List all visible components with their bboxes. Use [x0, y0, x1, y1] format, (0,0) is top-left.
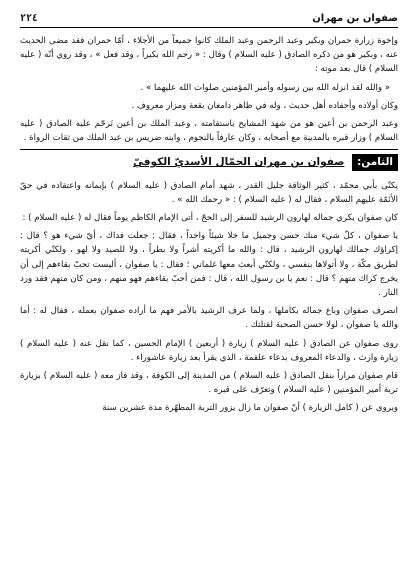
section-label: الثامن:: [352, 154, 398, 170]
paragraph: روى صفوان عن الصادق ( عليه السلام ) زيارة ( أربعين ) الإمام الحسين ، كما نقل عنه ( عليه السلام ) زيارة وارث ، والدعاء المعروف بدعاء علقمة ، الذي يقرأ بعد زيارة عاشوراء .: [20, 338, 398, 363]
paragraph: وكان أولاده وأحفاده أهل حديث ، وله في ظاهر دامغان بقعة ومزار معروف .: [131, 100, 398, 111]
paragraph: ويروى عن ( كامل الزيارة ) أنّ صفوان ما زال يزور التربة المطهّرة مدة عشرين سنة: [102, 403, 398, 414]
paragraph: وإخوة زرارة حمران وبكير وعبد الرحمن وعبد الملك كانوا جميعاً من الأجلاء ، أمّا حمران فقد مضى الحديث عنه ، وبكير هو من ذكره الصادق ( عليه السلام ) وقال : « رحم الله بكيراً ، وقد فعل » ، وقد روي أنّه ( عليه السلام ) قال بعد موته :: [20, 36, 398, 75]
page-number: ٢٢٤: [20, 13, 39, 24]
paragraph: يا صفوان ، كلّ شيء منك حسن وجميل ما خلا شيئاً واحداً ، فقال : جعلت فداك ، أيّ شيء هو ؟ قال : إكراؤك جمالك لهارون الرشيد ، قال : والله ما أكريته أشراً ولا بطراً ، ولا للصيد ولا لهو ، ولكنّي أكريته لطريق مكّة ، ولا أتولاها بنفسي ، ولكنّي أبعث معها غلماني ؛ فقال : يا صفوان ، أليست تحبّ بقاءهم إلى أن يخرج كراك منهم ؟ قال : نعم يا بن رسول الله ، قال : فمن أحبّ بقاءهم فهو منهم ، ومن كان منهم فقد ورد النار .: [20, 231, 398, 299]
section-heading: [20, 154, 398, 170]
section-title: صفوان بن مهران الجمّال الأسديّ الكوفيّ: [133, 156, 345, 169]
paragraph: قام صفوان مراراً بنقل الصادق ( عليه السلام ) من المدينة إلى الكوفة ، وقد فاز معه ( عليه السلام ) بزيارة تربة أمير المؤمنين ( عليه السلام ) وتعرّف على قبره .: [20, 371, 398, 396]
paragraph: يكنّى بأبي محمّد ، كثير الوثاقة جليل القدر ، شهد أمام الصادق ( عليه السلام ) بإيمانه واعتقاده في حقّ الأئمّة عليهم السلام ، فقال له ( عليه السلام ) : « رحمك الله » .: [20, 180, 398, 205]
section-divider: [20, 149, 398, 150]
paragraph: وعبد الرحمن بن أعين هو من شهد المشايخ باستقامته ، وعبد الملك بن أعين تَرحّم عليه الصادق ( عليه السلام ) وزار قبره بالمدينة مع أصحابه ، وكان عارفاً بالنجوم ، وابنه ضريس بن عبد الملك من ثقات الرواة .: [20, 119, 398, 144]
paragraph: انصرف صفوان وباع جماله بكاملها ، ولما عرف الرشيد بالأمر فهم ما أراده صفوان بعمله ، فقال له : أما والله يا صفوان ، لولا حسن الصحبة لقتلتك .: [20, 306, 398, 331]
running-title: صفوان بن مهران: [312, 13, 398, 24]
paragraph: كان صفوان يكري جماله لهارون الرشيد للسفر إلى الحجّ ، أتى الإمام الكاظم يوماً فقال له ( عليه السلام ) :: [22, 213, 398, 224]
page-body: [20, 34, 398, 416]
page-header: [20, 6, 398, 28]
quotation: « والله لقد انزله الله بين رسوله وأمير المؤمنين صلوات الله عليهما » .: [140, 82, 390, 93]
